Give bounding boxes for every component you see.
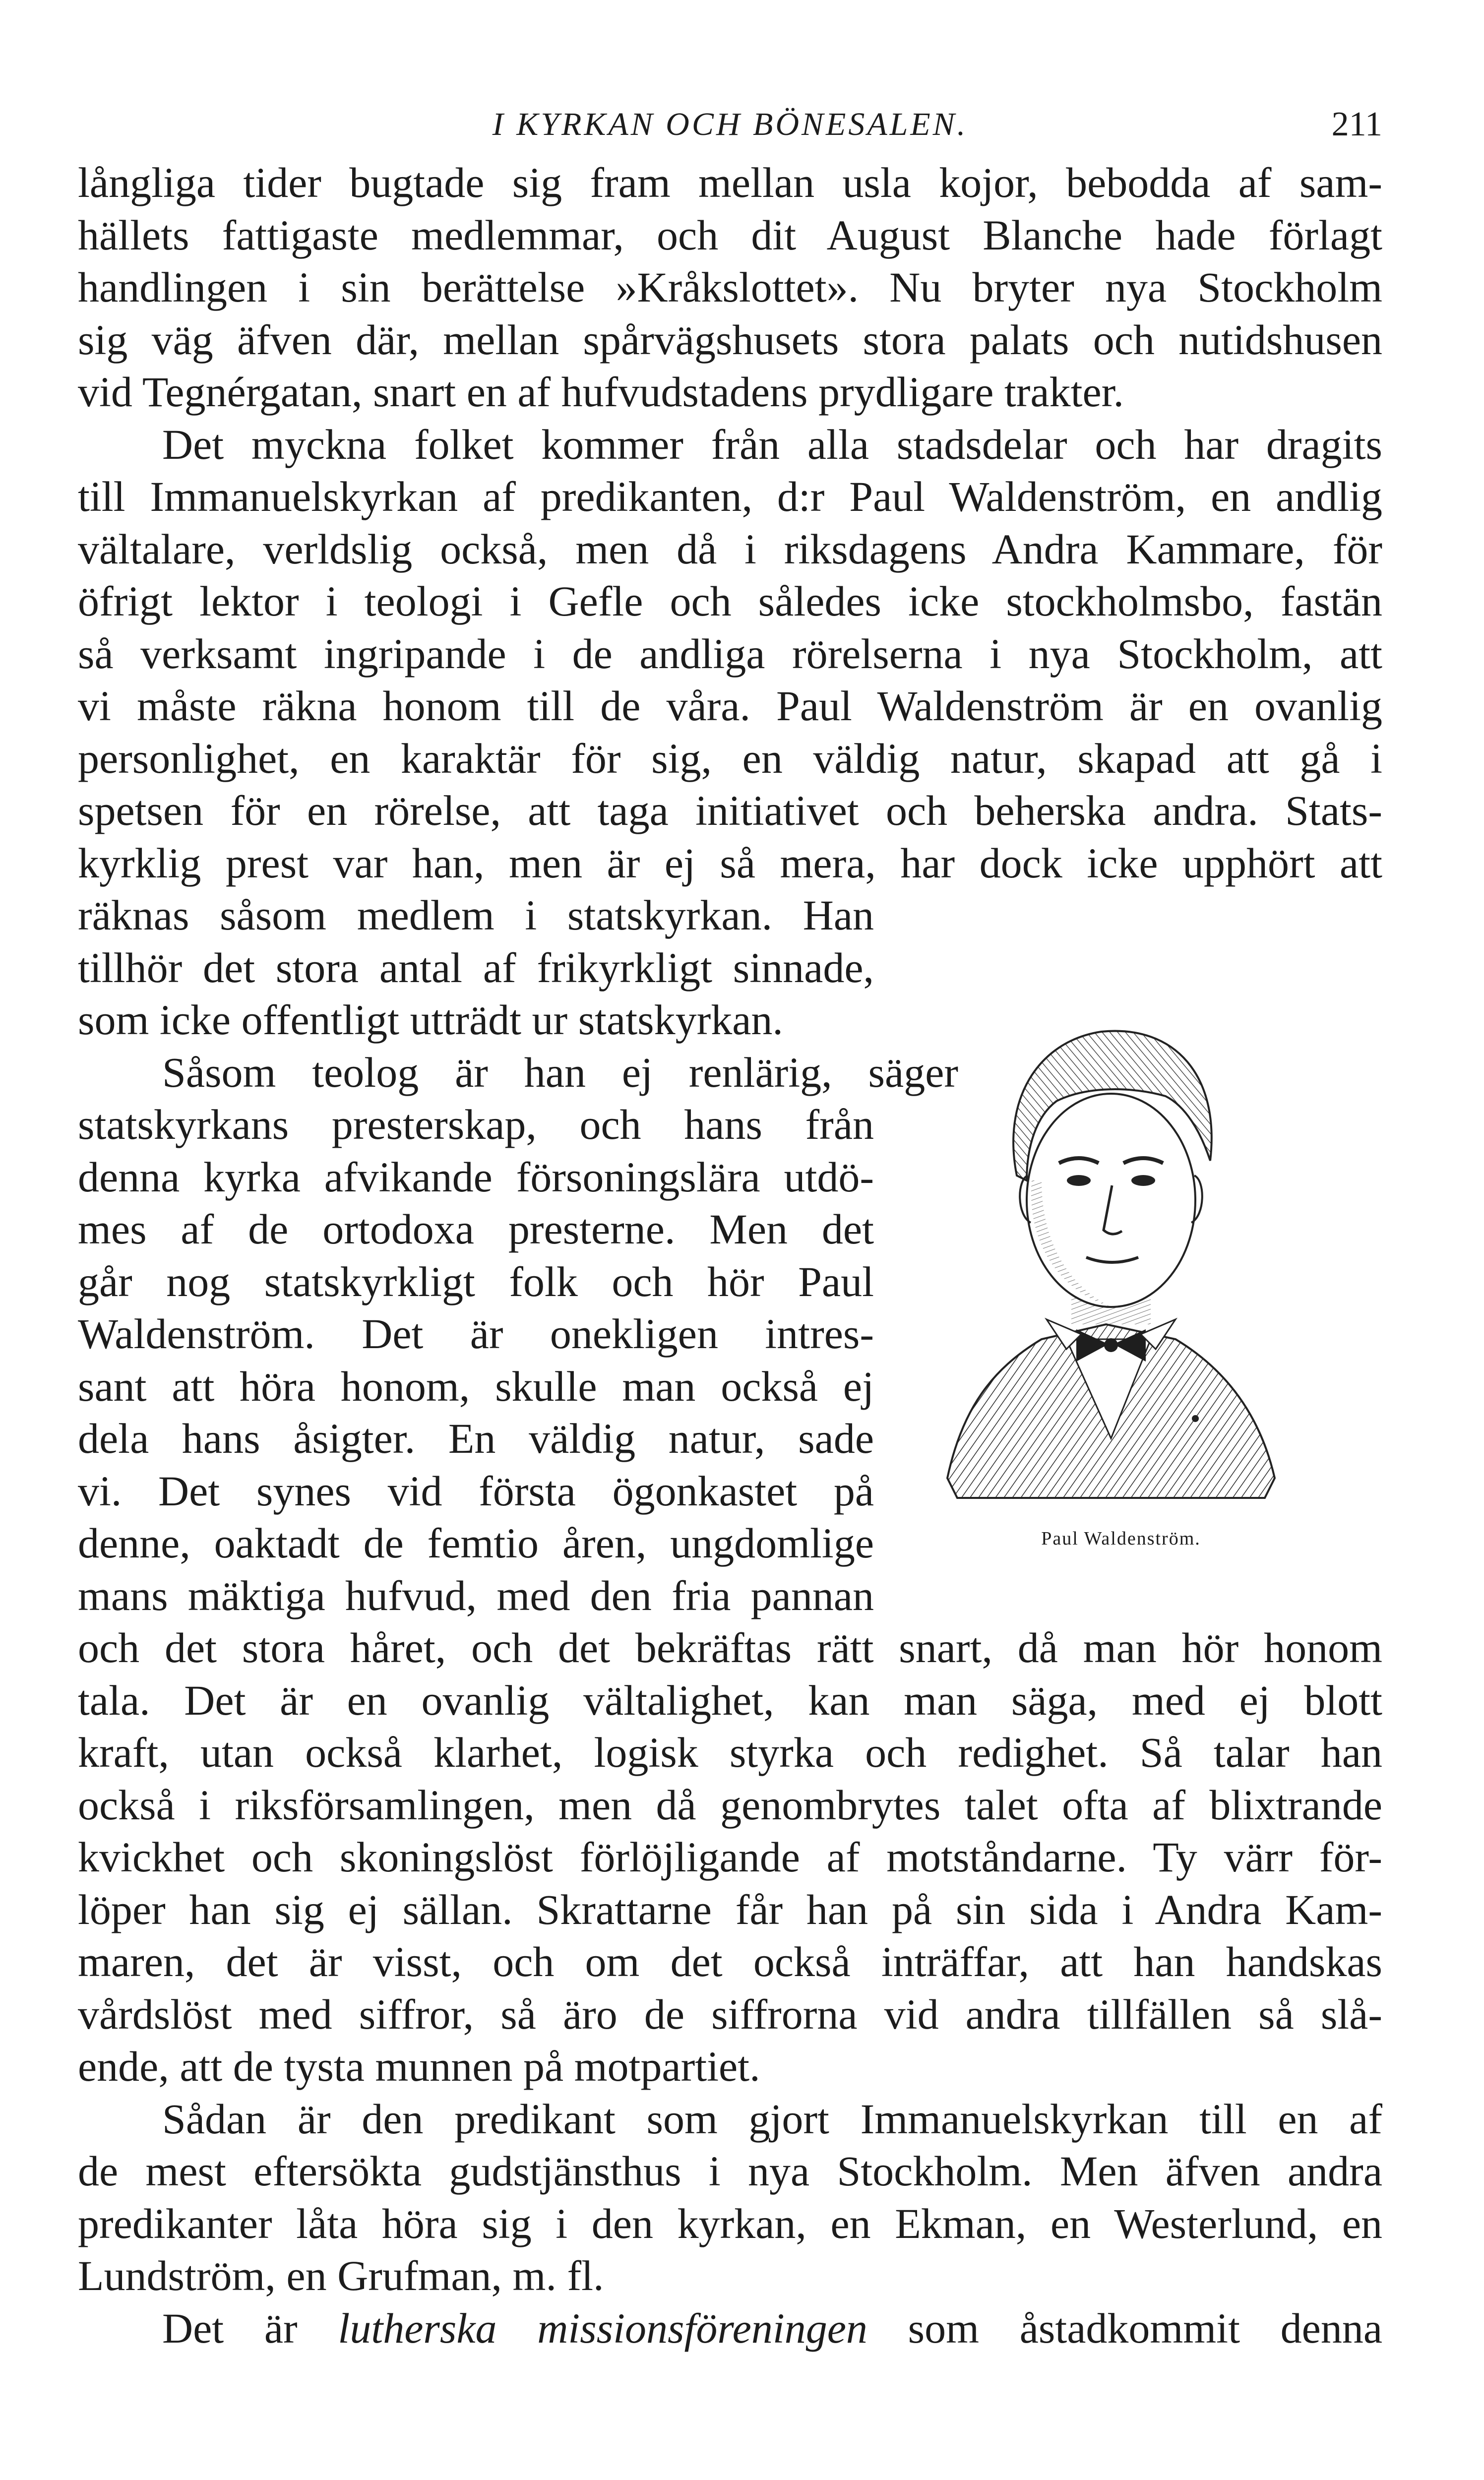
text-line: mans mäktiga hufvud, med den fria pannan bbox=[78, 1571, 874, 1619]
text-line: går nog statskyrkligt folk och hör Paul bbox=[78, 1257, 874, 1305]
text-line: kyrklig prest var han, men är ej så mera, har dock icke upphört att bbox=[78, 839, 1382, 887]
text-line: spetsen för en rörelse, att taga initiativet och beherska andra. Stats- bbox=[78, 787, 1382, 834]
text-line: och det stora håret, och det bekräftas rätt snart, då man hör honom bbox=[78, 1624, 1382, 1672]
text-line: Waldenström. Det är onekligen intres- bbox=[78, 1310, 874, 1358]
portrait-caption: Paul Waldenström. bbox=[1041, 1528, 1201, 1549]
text-line: som icke offentligt utträdt ur statskyrkan. bbox=[78, 996, 783, 1044]
text-line: kraft, utan också klarhet, logisk styrka och redighet. Så talar han bbox=[78, 1729, 1382, 1776]
text-line: långliga tider bugtade sig fram mellan usla kojor, bebodda af sam- bbox=[78, 159, 1382, 206]
text-line: sant att höra honom, skulle man också ej bbox=[78, 1362, 874, 1410]
text-segment: som åstadkommit denna bbox=[908, 2304, 1382, 2352]
text-line: ende, att de tysta munnen på motpartiet. bbox=[78, 2043, 760, 2090]
text-line: löper han sig ej sällan. Skrattarne får han på sin sida i Andra Kam- bbox=[78, 1885, 1382, 1933]
text-line: Sådan är den predikant som gjort Immanuelskyrkan till en af bbox=[162, 2095, 1382, 2143]
text-line: vi. Det synes vid första ögonkastet på bbox=[78, 1467, 874, 1515]
text-segment: Det är bbox=[162, 2304, 298, 2352]
text-line: kvickhet och skoningslöst förlöjligande af motståndarne. Ty värr för- bbox=[78, 1833, 1382, 1881]
text-line-with-italic bbox=[78, 2302, 1382, 2355]
text-line: denne, oaktadt de femtio åren, ungdomlige bbox=[78, 1519, 874, 1567]
text-line: Det myckna folket kommer från alla stadsdelar och har dragits bbox=[162, 420, 1382, 468]
text-line: också i riksförsamlingen, men då genombrytes talet ofta af blixtrande bbox=[78, 1781, 1382, 1829]
text-line: sig väg äfven där, mellan spårvägshusets stora palats och nutidshusen bbox=[78, 315, 1382, 364]
text-line: Lundström, en Grufman, m. fl. bbox=[78, 2252, 604, 2299]
text-line: vårdslöst med siffror, så äro de siffrorna vid andra tillfällen så slå- bbox=[78, 1990, 1382, 2038]
text-line: personlighet, en karaktär för sig, en väldig natur, skapad att gå i bbox=[78, 734, 1382, 782]
text-line: till Immanuelskyrkan af predikanten, d:r Paul Waldenström, en andlig bbox=[78, 473, 1382, 520]
text-line: dela hans åsigter. En väldig natur, sade bbox=[78, 1415, 874, 1462]
text-line: predikanter låta höra sig i den kyrkan, en Ekman, en Westerlund, en bbox=[78, 2199, 1382, 2247]
text-line: vid Tegnérgatan, snart en af hufvudstadens prydligare trakter. bbox=[78, 368, 1124, 416]
text-line: räknas såsom medlem i statskyrkan. Han bbox=[78, 891, 874, 939]
text-line: statskyrkans presterskap, och hans från bbox=[78, 1101, 874, 1148]
text-line: tillhör det stora antal af frikyrkligt sinnade, bbox=[78, 943, 874, 992]
page-header bbox=[78, 97, 1382, 152]
text-line: denna kyrka afvikande försoningslära utdö- bbox=[78, 1153, 874, 1201]
text-line: hällets fattigaste medlemmar, och dit August Blanche hade förlagt bbox=[78, 211, 1382, 259]
text-line: vältalare, verldslig också, men då i riksdagens Andra Kammare, för bbox=[78, 525, 1382, 573]
text-line: öfrigt lektor i teologi i Gefle och således icke stockholmsbo, fastän bbox=[78, 577, 1382, 625]
portrait-figure bbox=[918, 942, 1295, 1587]
text-line: mes af de ortodoxa presterne. Men det bbox=[78, 1205, 874, 1253]
text-line: Såsom teolog är han ej renlärig, säger bbox=[162, 1048, 958, 1096]
running-title: I KYRKAN OCH BÖNESALEN. bbox=[492, 106, 968, 142]
portrait-engraving bbox=[918, 942, 1295, 1523]
text-line: tala. Det är en ovanlig vältalighet, kan man säga, med ej blott bbox=[78, 1676, 1382, 1724]
text-line: de mest eftersökta gudstjänsthus i nya Stockholm. Men äfven andra bbox=[78, 2147, 1382, 2195]
text-line: så verksamt ingripande i de andliga rörelserna i nya Stockholm, att bbox=[78, 629, 1382, 678]
text-line: maren, det är visst, och om det också inträffar, att han handskas bbox=[78, 1938, 1382, 1985]
italic-term: lutherska missionsföreningen bbox=[338, 2304, 867, 2352]
page-number: 211 bbox=[1331, 105, 1382, 143]
text-line: handlingen i sin berättelse »Kråkslottet». Nu bryter nya Stockholm bbox=[78, 263, 1382, 311]
text-line: vi måste räkna honom till de våra. Paul Waldenström är en ovanlig bbox=[78, 682, 1382, 730]
